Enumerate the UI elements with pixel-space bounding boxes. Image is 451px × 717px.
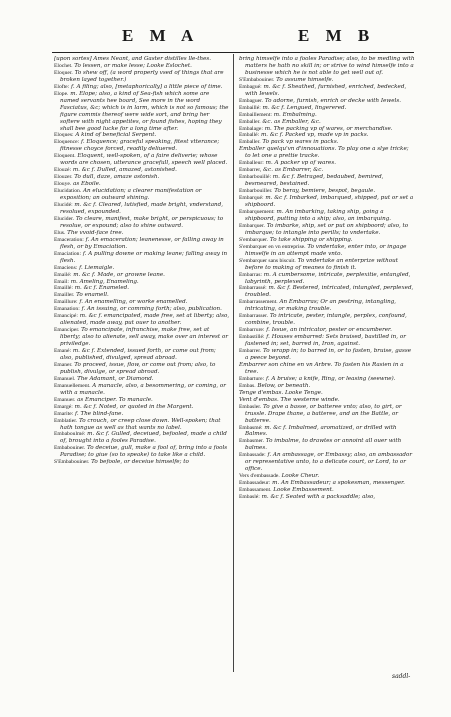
dictionary-entry xyxy=(239,473,415,480)
entry-definition: m. &c f. Seated with a packsaddle; also, xyxy=(261,494,376,501)
entry-headword: Embaboulmé: xyxy=(54,431,86,438)
entry-headword: Emanciper. xyxy=(54,327,80,334)
dictionary-entry xyxy=(239,494,415,501)
entry-definition: To vndertake an enterprize without before to making of meanes to finish it. xyxy=(245,257,398,271)
entry-definition: [upon sortes] Ames Neant, and Gaster distilles lle-thes. xyxy=(54,56,212,62)
header-rule xyxy=(52,52,414,53)
entry-definition: m. Embalming. xyxy=(273,111,317,118)
entry-definition: An Embarras; Or an pestring, intangling, intricating, or making trouble. xyxy=(245,299,397,313)
entry-definition: A kind of beneficial Serpent. xyxy=(75,132,157,139)
dictionary-entry xyxy=(54,299,230,306)
entry-headword: Embasmer. xyxy=(239,438,265,445)
dictionary-entry xyxy=(239,209,415,223)
entry-headword: Embarrer. xyxy=(239,348,262,355)
entry-headword: Eloquer. xyxy=(54,69,73,76)
entry-headword: Embarrassé: xyxy=(239,285,267,292)
entry-headword: Eloques: xyxy=(54,132,74,139)
entry-definition: To shew off, (a word properly vsed of things that are broken layed together.) xyxy=(60,69,224,83)
dictionary-entry xyxy=(239,77,415,84)
dictionary-entry xyxy=(54,285,230,292)
entry-headword: Embarbouiller. xyxy=(239,188,273,195)
dictionary-entry xyxy=(239,237,415,244)
dictionary-entry xyxy=(54,445,230,459)
right-column xyxy=(239,56,415,672)
dictionary-entry xyxy=(239,119,415,126)
entry-definition: bring himselfe into a fooles Paradise; also, to be medling with matters he hath no skill in; or strive to wind himselfe into a businesse which he is not able to get well out of. xyxy=(239,56,415,76)
entry-definition: Looke Cheur. xyxy=(281,473,320,480)
dictionary-entry xyxy=(239,299,415,313)
entry-headword: Emancipé: xyxy=(54,313,78,320)
dictionary-entry xyxy=(239,244,415,258)
entry-definition: The vvoid-face tree. xyxy=(67,229,124,236)
dictionary-entry xyxy=(239,397,415,404)
dictionary-entry xyxy=(54,63,230,70)
dictionary-entry xyxy=(54,202,230,216)
entry-headword: Embasmé: xyxy=(239,424,263,431)
entry-definition: m. &c f. Imbalmed, aromatized, or drilled with Balmes. xyxy=(245,424,397,438)
entry-definition: Embarrer son chine en vn Arbre. To fasten his Rasien in a tree. xyxy=(239,361,404,375)
dictionary-entry xyxy=(54,397,230,404)
entry-headword: Embaillement: xyxy=(239,111,272,118)
dictionary-entry xyxy=(239,480,415,487)
entry-definition: To cleare, manifest, make bright, or perspicuous; to resolue, or expound; also to shine outward. xyxy=(60,215,224,229)
entry-definition: f. An issuing, or comming forth; also, publication. xyxy=(81,306,222,313)
dictionary-entry xyxy=(239,452,415,473)
entry-headword: Emané: xyxy=(54,348,72,355)
dictionary-entry xyxy=(54,91,230,133)
entry-headword: Emanation: xyxy=(54,306,80,313)
catchword: saddl- xyxy=(392,673,411,680)
entry-definition: m. &c f. emancipated, made free, set at liberty; also, alienated, made away, put ouer to another. xyxy=(60,313,230,327)
entry-headword: Embarqué: xyxy=(239,195,264,202)
entry-definition: f. Houses embarred: Sets bruised, bastilled in, or fastened in; set, barred in, Iron, against. xyxy=(245,334,406,348)
entry-definition: m. A cumbersome, intricate, perplexitie, entangled, labyrinth, perplexed. xyxy=(245,271,411,285)
entry-headword: Elouzer. xyxy=(54,174,73,181)
entry-definition: To befoole, or deceiue himselfe; to xyxy=(91,459,189,466)
entry-definition: f. A pulling downe or making leane; falling away in flesh. xyxy=(60,250,228,264)
dictionary-entry xyxy=(239,438,415,452)
dictionary-entry xyxy=(54,404,230,411)
entry-headword: Emaceration: xyxy=(54,236,84,243)
entry-headword: Emailé: xyxy=(54,271,72,278)
entry-definition: m. &c f. Dulled, amazed, astonished. xyxy=(72,167,177,174)
entry-headword: Elucidé: xyxy=(54,202,73,209)
entry-headword: Emanuellement. xyxy=(54,382,91,389)
dictionary-entry xyxy=(54,431,230,445)
entry-definition: m. &c f. Noted, or quoted in the Margent. xyxy=(74,403,194,410)
entry-headword: Emaillure: xyxy=(54,299,78,306)
entry-headword: Embarrasser. xyxy=(239,313,269,320)
entry-definition: To proceed, issue, flow, or come out from; also, to publish, divulge, or spread abroad. xyxy=(60,361,216,375)
dictionary-entry xyxy=(239,139,415,146)
entry-headword: Emanuer. xyxy=(54,396,76,403)
entry-headword: Embarquer. xyxy=(239,222,265,229)
dictionary-entry xyxy=(239,313,415,327)
entry-definition: &c. as Embarrer, &c. xyxy=(263,167,324,174)
entry-headword: Embassament. xyxy=(239,487,272,494)
entry-definition: m. The packing vp of wares, or merchandise. xyxy=(264,125,393,132)
entry-headword: Embaguer. xyxy=(239,97,264,104)
dictionary-entry xyxy=(54,216,230,230)
dictionary-entry xyxy=(54,272,230,279)
entry-headword: Eloquent. xyxy=(54,153,76,160)
entry-definition: m. Ameling, Enameling. xyxy=(70,278,139,285)
dictionary-entry xyxy=(239,272,415,286)
entry-headword: Elochet. xyxy=(54,62,73,69)
running-head-right: E M B xyxy=(298,26,376,45)
dictionary-entry xyxy=(54,181,230,188)
entry-headword: Emargé: xyxy=(54,403,73,410)
entry-definition: m. &c f. Imbarked, imbarqued, shipped, put or set a shipboord. xyxy=(245,195,414,209)
entry-definition: To intricate, pester, intangle, perplex, confound, combine, trouble. xyxy=(245,313,407,327)
dictionary-entry xyxy=(54,348,230,362)
entry-definition: m. &c f. Lengued, lingerered. xyxy=(262,104,347,111)
entry-headword: Emblatier. xyxy=(54,417,78,424)
entry-definition: m. &c f. Extended, issued forth, or come out from; also, published, divulged, spread abroad. xyxy=(60,348,216,361)
entry-definition: To crouch, or creep close down. Well-spoken; that hath tongue as well as that wants no label. xyxy=(60,417,221,431)
entry-headword: Elucidation. xyxy=(54,188,82,195)
entry-headword: S'Embabouiner. xyxy=(239,76,275,83)
entry-definition: m. An imbarking, taking ship, going a shipboord, putting into a ship; also, an imbarquing. xyxy=(245,208,392,222)
entry-headword: Embaslé: xyxy=(239,494,260,501)
entry-headword: Embarquement: xyxy=(239,208,275,215)
entry-headword: Emaciation: xyxy=(54,250,82,257)
entry-headword: Eloquence: xyxy=(54,139,80,146)
entry-definition: Emballer quelqu'vn d'innouations. To play one a slye tricke; to let one a prettie tracke. xyxy=(239,146,409,160)
dictionary-entry xyxy=(239,112,415,119)
entry-definition: A manacle, also, a besommering, or coming, or with a manacle. xyxy=(60,382,226,396)
entry-definition: m. Elope; also, a kind of Sea-fish which some are named servants hee board, See more in the word Fasciatus, &c; which is in larm, which is not so famous; the figure commis thereof were wide sort, and bring her softere with night appetites, or found fishes, hoping they shall bee good lucke for a long time after. xyxy=(60,90,229,132)
running-head-left: E M A xyxy=(122,26,200,45)
dictionary-entry xyxy=(239,390,415,397)
entry-definition: To imbalme, to drawtes or annoint all ouer with balmes. xyxy=(245,438,402,452)
entry-headword: Emballer. xyxy=(239,118,261,125)
entry-definition: m. &c f. Made, or growne leane. xyxy=(73,271,165,278)
dictionary-entry xyxy=(239,285,415,299)
dictionary-entry xyxy=(54,84,230,91)
entry-headword: Elope. xyxy=(54,90,69,97)
dictionary-entry xyxy=(54,174,230,181)
entry-definition: To wrapp in; to barred in, or to fasten, bruise, gasse a peece beyond. xyxy=(245,348,412,361)
dictionary-entry xyxy=(54,279,230,286)
dictionary-entry xyxy=(54,70,230,84)
dictionary-entry xyxy=(239,223,415,237)
entry-headword: Embas. xyxy=(239,382,256,389)
dictionary-entry xyxy=(54,411,230,418)
entry-headword: S'Embabouiner. xyxy=(54,459,90,466)
entry-headword: Embarbouillé: xyxy=(239,174,272,181)
entry-headword: Elofte: xyxy=(54,83,70,90)
dictionary-entry xyxy=(239,132,415,139)
entry-definition: as Eboile. xyxy=(73,181,101,188)
entry-headword: S'embarquer. xyxy=(239,236,269,243)
dictionary-entry xyxy=(239,188,415,195)
entry-headword: Elouye. xyxy=(54,181,72,188)
entry-headword: Email: xyxy=(54,278,69,285)
entry-definition: f. A bruise; a knife, Ring, or leasing (seewne). xyxy=(265,375,396,382)
entry-headword: Emarite: xyxy=(54,410,74,417)
dictionary-entry xyxy=(239,105,415,112)
entry-definition: To assume himselfe. xyxy=(276,76,334,83)
dictionary-entry xyxy=(54,56,230,63)
entry-definition: f. A filing; also, [metaphorically] a little piece of time. xyxy=(71,83,223,90)
entry-headword: Embaillé: xyxy=(239,104,261,111)
dictionary-entry xyxy=(239,195,415,209)
entry-headword: Embarture: xyxy=(239,375,265,382)
entry-definition: To deceiue, gull, make a fool of, bring into a fools Paradise; to giue (so to speake) to take like a child. xyxy=(60,445,228,459)
entry-definition: Tenge d'embas. Looke Tenge. xyxy=(239,389,323,396)
entry-definition: An elucidation; a clearer manifestation or exposition; an outward shining. xyxy=(60,188,202,202)
dictionary-entry xyxy=(239,146,415,160)
entry-definition: m. &c f. Gulled, deceiued, befooled, made a child of, brought into a fooles Paradise. xyxy=(60,431,227,445)
entry-definition: To take shipping or shipping. xyxy=(269,236,353,243)
entry-definition: f. Eloquence; graceful speaking, fitest vtterance; fitnesse choyce forced, readily deliuered. xyxy=(60,139,220,153)
entry-definition: To lessen, or make lesse; Looke Eslochet. xyxy=(74,62,192,69)
entry-definition: f. The blind-fane. xyxy=(75,410,124,417)
dictionary-entry xyxy=(54,167,230,174)
entry-definition: m. &c f. Cleared, lutisfied, made bright, vnderstand, resolued, expounded. xyxy=(60,202,223,215)
dictionary-entry xyxy=(239,84,415,98)
dictionary-entry xyxy=(54,362,230,376)
dictionary-entry xyxy=(54,383,230,397)
entry-definition: To imbarke, ship, set or put on shipboord; also, to imbarque; to intangle into perills; to vndertake. xyxy=(245,222,409,236)
dictionary-entry xyxy=(54,418,230,432)
dictionary-entry xyxy=(239,376,415,383)
dictionary-entry xyxy=(54,139,230,153)
entry-definition: f. Liemaigle. xyxy=(79,264,115,271)
entry-headword: S'embarquer en vn entreprise. xyxy=(239,243,306,250)
dictionary-entry xyxy=(239,362,415,376)
dictionary-entry xyxy=(239,425,415,439)
entry-headword: Emaner. xyxy=(54,361,73,368)
dictionary-entry xyxy=(239,167,415,174)
entry-definition: m. &c f. Bestered, intricated, intangled, perplexed, troubled. xyxy=(245,285,414,299)
dictionary-entry xyxy=(54,265,230,272)
entry-headword: Elus. xyxy=(54,229,66,236)
entry-headword: Embassade: xyxy=(239,452,266,459)
left-column xyxy=(54,56,230,672)
entry-definition: &c. as Emballer, &c. xyxy=(262,118,321,125)
entry-definition: To dull, daze, amaze astonish. xyxy=(74,174,160,181)
entry-headword: Embarrassement. xyxy=(239,299,278,306)
dictionary-entry xyxy=(54,132,230,139)
entry-definition: m. &c f. Betraged, bedaubed, bemired, besmeared, bestained. xyxy=(245,174,384,188)
dictionary-entry xyxy=(54,306,230,313)
dictionary-entry xyxy=(54,292,230,299)
entry-definition: To enamell. xyxy=(76,292,109,299)
entry-definition: f. An emaceration; leanenesse, or falling away in flesh, or by Emaciation. xyxy=(60,236,224,250)
entry-definition: To pack vp wares in packs. xyxy=(262,139,339,146)
dictionary-entry xyxy=(54,237,230,251)
entry-headword: Emballer. xyxy=(239,139,261,146)
entry-definition: f. Issue, an intricator, pester or encumberer. xyxy=(266,327,392,334)
entry-definition: m. &c f. Enameled. xyxy=(74,285,130,292)
entry-headword: Emaciens: xyxy=(54,264,78,271)
column-divider xyxy=(233,54,234,672)
dictionary-entry xyxy=(54,251,230,265)
entry-definition: f. An ambassage, or Embassy; also, an ambassador or representative unto, to a delicate court, or Lord, to or office. xyxy=(245,452,413,473)
entry-headword: Embagué: xyxy=(239,83,262,90)
entry-definition: Below, or beneath. xyxy=(257,382,311,389)
entry-headword: Embarrure: xyxy=(239,327,265,334)
entry-headword: S'embarquer sans biscuit. xyxy=(239,257,296,264)
dictionary-entry xyxy=(239,348,415,362)
entry-definition: m. &c f. Packed vp, made vp in packs. xyxy=(260,132,369,139)
entry-definition: m. A packer vp of wares. xyxy=(265,160,337,167)
entry-headword: Elouzé: xyxy=(54,167,72,174)
dictionary-entry xyxy=(239,258,415,272)
entry-headword: Embarrer, xyxy=(239,167,262,174)
dictionary-entry xyxy=(54,230,230,237)
dictionary-entry xyxy=(54,313,230,327)
dictionary-entry xyxy=(54,376,230,383)
entry-definition: To vndertake, enter into, or ingage himselfe in an attempt made vnto. xyxy=(245,243,407,257)
dictionary-entry xyxy=(239,174,415,188)
entry-definition: To emancipate, infranchise, make free, set at liberty; also to alienate, sell away, make over an interest or priviledge. xyxy=(60,327,228,348)
entry-headword: Vers d'embassade. xyxy=(239,473,280,480)
dictionary-entry xyxy=(239,327,415,334)
entry-definition: f. An enamelling, or worke enamelled. xyxy=(79,299,188,306)
dictionary-entry xyxy=(239,56,415,77)
dictionary-entry xyxy=(239,126,415,133)
entry-definition: To beray, bemiere, bespot, begaule. xyxy=(274,188,376,195)
dictionary-entry xyxy=(239,383,415,390)
entry-definition: as Emanciper. To manacle. xyxy=(77,396,153,403)
entry-headword: Emballé: xyxy=(239,132,260,139)
entry-definition: m. &c f. Sheathed, furnished, enriched, bedecked, with Iewels. xyxy=(245,83,407,97)
entry-headword: Emballeur: xyxy=(239,160,264,167)
dictionary-entry xyxy=(239,334,415,348)
dictionary-entry xyxy=(54,153,230,167)
entry-definition: The Adamant, or Diamond. xyxy=(77,375,154,382)
dictionary-entry xyxy=(239,404,415,425)
dictionary-entry xyxy=(54,188,230,202)
entry-definition: To adorne, furnish, enrich or decke with Iewels. xyxy=(264,97,401,104)
entry-headword: Embabouiner. xyxy=(54,445,86,452)
entry-definition: Looke Embassement. xyxy=(273,487,334,494)
entry-headword: Emanuel. xyxy=(54,375,76,382)
dictionary-entry xyxy=(239,487,415,494)
entry-definition: Vent d'embas. The westerne winde. xyxy=(239,396,340,403)
entry-definition: Eloquent, well-spoken, of a faire deliverie; whose words are chosen, utterance gracefull, speech well placed. xyxy=(60,153,228,167)
dictionary-entry xyxy=(239,160,415,167)
dictionary-entry xyxy=(54,327,230,348)
entry-headword: Embalage: xyxy=(239,125,263,132)
entry-headword: Embassadeur: xyxy=(239,480,271,487)
entry-definition: m. An Embassadeur; a spokesman, messenger. xyxy=(272,480,405,487)
entry-headword: Embasler. xyxy=(239,403,262,410)
entry-headword: Embarras: xyxy=(239,271,262,278)
entry-headword: Emailler. xyxy=(54,292,75,299)
dictionary-entry xyxy=(54,459,230,466)
entry-headword: Emaillé: xyxy=(54,285,73,292)
entry-headword: Elucider. xyxy=(54,215,75,222)
dictionary-entry xyxy=(239,98,415,105)
entry-definition: To give a basse, or batteree vnto; also, to girt, or trussle. Drape thane, a batteree, and an the Battle, or batteree. xyxy=(245,403,402,424)
entry-headword: Embastillé: xyxy=(239,334,265,341)
running-head xyxy=(0,26,451,50)
